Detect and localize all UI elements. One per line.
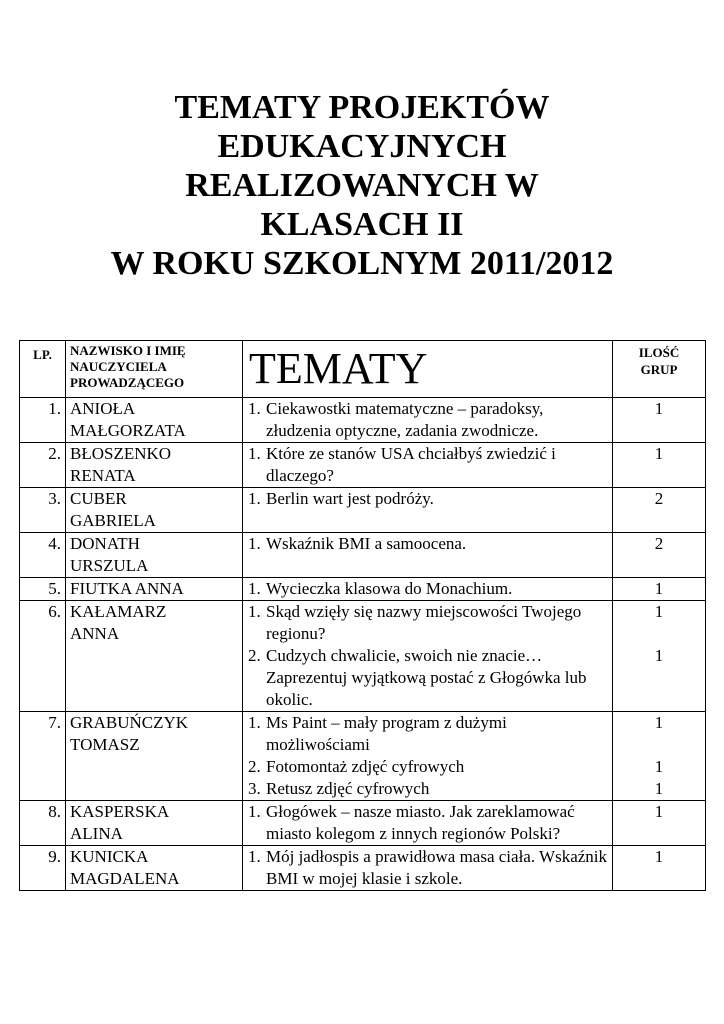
teacher-name	[66, 801, 243, 846]
title-line: EDUKACYJNYCH	[217, 128, 507, 165]
teacher-firstname: URSZULA	[70, 556, 149, 575]
row-number: 3.	[20, 488, 66, 533]
topics-cell	[243, 601, 613, 712]
title-line: REALIZOWANYCH W	[185, 167, 539, 204]
header-lp: LP.	[20, 341, 66, 398]
topic-item	[248, 645, 608, 711]
teacher-surname: GRABUŃCZYK	[70, 713, 189, 732]
row-number: 4.	[20, 533, 66, 578]
topics-cell	[243, 846, 613, 891]
topic-number: 2.	[248, 757, 261, 776]
group-count-cell	[613, 488, 706, 533]
teacher-name	[66, 712, 243, 801]
title-line: W ROKU SZKOLNYM 2011/2012	[110, 245, 614, 282]
teacher-firstname: TOMASZ	[70, 735, 140, 754]
table-row	[20, 601, 706, 712]
teacher-name	[66, 443, 243, 488]
title-line: KLASACH II	[260, 206, 464, 243]
topic-number: 1.	[248, 713, 261, 732]
group-count: 1	[654, 579, 664, 598]
topic-item	[248, 846, 608, 890]
teacher-surname: KAŁAMARZ	[70, 602, 167, 621]
header-teacher-line: NAZWISKO I IMIĘ	[70, 343, 186, 358]
topics-cell	[243, 578, 613, 601]
table-row	[20, 846, 706, 891]
teacher-surname: FIUTKA ANNA	[70, 579, 184, 598]
teacher-surname: ANIOŁA	[70, 399, 136, 418]
teacher-firstname: MAGDALENA	[70, 869, 180, 888]
topics-cell	[243, 398, 613, 443]
group-count: 1	[654, 602, 664, 621]
group-count: 2	[654, 534, 664, 553]
topic-item	[248, 801, 608, 845]
topic-item	[248, 578, 608, 600]
document-title	[40, 88, 684, 283]
group-count-cell	[613, 443, 706, 488]
teacher-firstname: ALINA	[70, 824, 123, 843]
group-count-cell	[613, 601, 706, 712]
topic-number: 1.	[248, 579, 261, 598]
topic-number: 1.	[248, 802, 261, 821]
table-row	[20, 398, 706, 443]
table-header-row	[20, 341, 706, 398]
projects-table	[19, 340, 706, 891]
topic-text: Mój jadłospis a prawidłowa masa ciała. Wskaźnik BMI w mojej klasie i szkole.	[266, 847, 608, 888]
topic-text: Skąd wzięły się nazwy miejscowości Twojego regionu?	[266, 602, 582, 643]
teacher-surname: CUBER	[70, 489, 127, 508]
teacher-name	[66, 578, 243, 601]
topic-text: Wskaźnik BMI a samoocena.	[266, 534, 467, 553]
topics-cell	[243, 488, 613, 533]
group-count: 1	[654, 802, 664, 821]
topic-text: Fotomontaż zdjęć cyfrowych	[266, 757, 465, 776]
teacher-name	[66, 601, 243, 712]
topic-number: 1.	[248, 399, 261, 418]
group-count: 1	[654, 444, 664, 463]
teacher-name	[66, 398, 243, 443]
topic-item	[248, 756, 608, 778]
teacher-surname: KUNICKA	[70, 847, 149, 866]
table-row	[20, 578, 706, 601]
group-count: 1	[654, 757, 664, 776]
teacher-name	[66, 488, 243, 533]
row-number: 5.	[20, 578, 66, 601]
topic-item	[248, 778, 608, 800]
header-count-line: ILOŚĆ	[638, 345, 680, 360]
topic-item	[248, 398, 608, 442]
topic-item	[248, 443, 608, 487]
header-group-count	[613, 341, 706, 398]
teacher-firstname: ANNA	[70, 624, 120, 643]
teacher-firstname: RENATA	[70, 466, 136, 485]
topic-number: 1.	[248, 602, 261, 621]
group-count-cell	[613, 533, 706, 578]
teacher-surname: DONATH	[70, 534, 140, 553]
group-count-cell	[613, 846, 706, 891]
topic-number: 1.	[248, 489, 261, 508]
group-count: 1	[654, 847, 664, 866]
row-number: 8.	[20, 801, 66, 846]
header-count-line: GRUP	[640, 362, 678, 377]
table-row	[20, 488, 706, 533]
topic-text: Ms Paint – mały program z dużymi możliwościami	[266, 713, 507, 754]
topic-text: Głogówek – nasze miasto. Jak zareklamować miasto kolegom z innych regionów Polski?	[266, 802, 575, 843]
group-count: 1	[654, 646, 664, 665]
topics-cell	[243, 801, 613, 846]
topic-item	[248, 601, 608, 645]
teacher-surname: KASPERSKA	[70, 802, 170, 821]
topic-number: 1.	[248, 534, 261, 553]
group-count: 1	[654, 399, 664, 418]
teacher-name	[66, 533, 243, 578]
group-count-cell	[613, 801, 706, 846]
row-number: 1.	[20, 398, 66, 443]
topic-text: Które ze stanów USA chciałbyś zwiedzić i dlaczego?	[266, 444, 556, 485]
title-line: TEMATY PROJEKTÓW	[174, 89, 550, 126]
header-topics: TEMATY	[243, 341, 613, 398]
topic-text: Ciekawostki matematyczne – paradoksy, złudzenia optyczne, zadania zwodnicze.	[266, 399, 544, 440]
topic-number: 2.	[248, 646, 261, 665]
header-teacher-name	[66, 341, 243, 398]
topic-item	[248, 488, 608, 510]
teacher-firstname: MAŁGORZATA	[70, 421, 186, 440]
group-count-cell	[613, 578, 706, 601]
table-row	[20, 533, 706, 578]
topic-text: Berlin wart jest podróży.	[266, 489, 434, 508]
teacher-name	[66, 846, 243, 891]
header-teacher-line: PROWADZĄCEGO	[70, 375, 185, 390]
header-teacher-line: NAUCZYCIELA	[70, 359, 167, 374]
row-number: 9.	[20, 846, 66, 891]
group-count: 1	[654, 713, 664, 732]
group-count: 2	[654, 489, 664, 508]
topic-item	[248, 533, 608, 555]
topic-number: 3.	[248, 779, 261, 798]
topics-cell	[243, 533, 613, 578]
row-number: 7.	[20, 712, 66, 801]
group-count-cell	[613, 712, 706, 801]
row-number: 2.	[20, 443, 66, 488]
topic-number: 1.	[248, 847, 261, 866]
topics-cell	[243, 712, 613, 801]
topic-number: 1.	[248, 444, 261, 463]
topic-text: Wycieczka klasowa do Monachium.	[266, 579, 513, 598]
teacher-surname: BŁOSZENKO	[70, 444, 172, 463]
topic-item	[248, 712, 608, 756]
teacher-firstname: GABRIELA	[70, 511, 156, 530]
topics-cell	[243, 443, 613, 488]
topic-text: Cudzych chwalicie, swoich nie znacie…Zaprezentuj wyjątkową postać z Głogówka lub okolic.	[266, 646, 587, 709]
group-count: 1	[654, 779, 664, 798]
row-number: 6.	[20, 601, 66, 712]
table-row	[20, 443, 706, 488]
topic-text: Retusz zdjęć cyfrowych	[266, 779, 430, 798]
group-count-cell	[613, 398, 706, 443]
table-row	[20, 712, 706, 801]
table-row	[20, 801, 706, 846]
